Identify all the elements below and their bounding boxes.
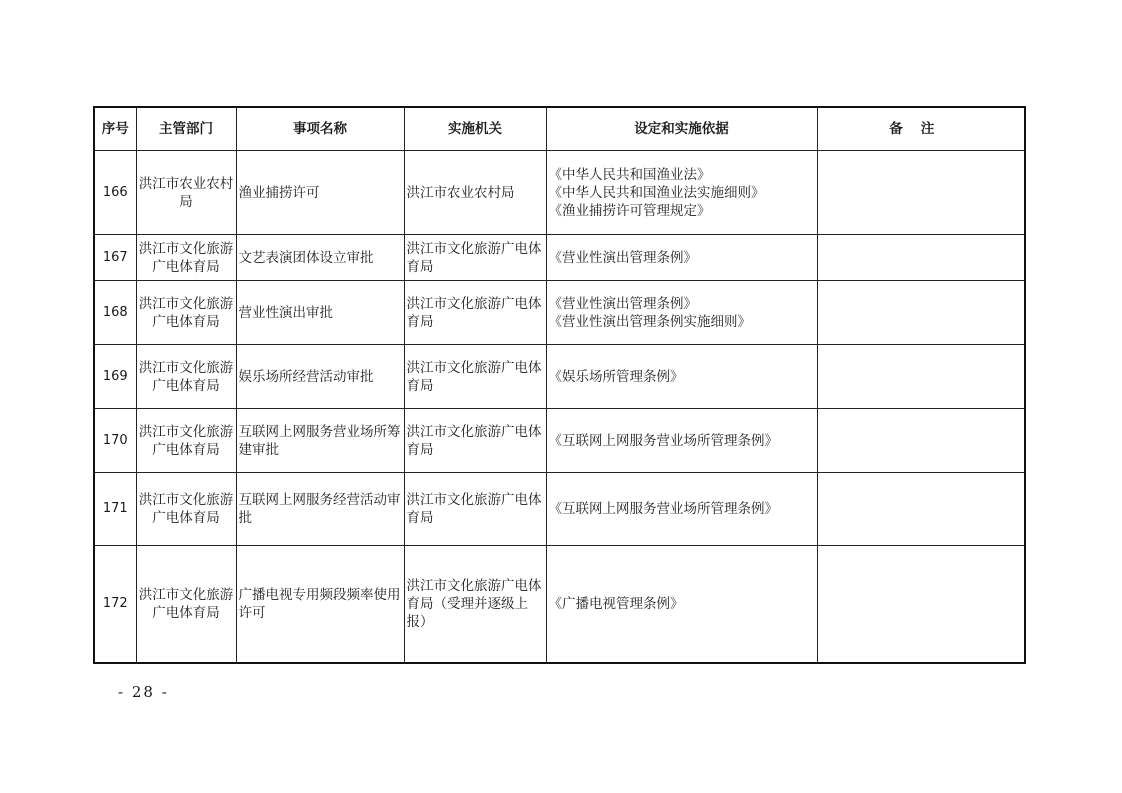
cell-serial-no: 168 [94,281,136,345]
table-row [94,345,1025,409]
table-body [94,151,1025,663]
cell-remarks [817,473,1025,546]
header-agency: 实施机关 [404,107,546,151]
basis-line: 《渔业捕捞许可管理规定》 [548,202,711,219]
cell-agency: 洪江市文化旅游广电体育局（受理并逐级上报） [404,546,546,663]
basis-line: 《中华人民共和国渔业法》 [548,166,711,183]
basis-line: 《广播电视管理条例》 [548,595,684,612]
header-remarks: 备注 [817,107,1025,151]
table-header [94,107,1025,151]
basis-line: 《娱乐场所管理条例》 [548,368,684,385]
cell-department: 洪江市农业农村局 [136,151,236,235]
basis-line: 《营业性演出管理条例》 [548,295,697,312]
cell-agency: 洪江市文化旅游广电体育局 [404,281,546,345]
cell-remarks [817,345,1025,409]
basis-line: 《互联网上网服务营业场所管理条例》 [548,432,778,449]
basis-line: 《营业性演出管理条例》 [548,249,697,266]
cell-serial-no: 172 [94,546,136,663]
cell-item-name: 娱乐场所经营活动审批 [236,345,404,409]
cell-item-name: 互联网上网服务营业场所筹建审批 [236,409,404,473]
cell-legal-basis [546,345,817,409]
basis-line: 《互联网上网服务营业场所管理条例》 [548,501,778,517]
cell-agency: 洪江市文化旅游广电体育局 [404,473,546,546]
table-row [94,546,1025,663]
table-row [94,281,1025,345]
table-row [94,235,1025,281]
cell-agency: 洪江市文化旅游广电体育局 [404,409,546,473]
cell-item-name: 文艺表演团体设立审批 [236,235,404,281]
cell-legal-basis [546,409,817,473]
cell-department: 洪江市文化旅游广电体育局 [136,281,236,345]
cell-legal-basis [546,473,817,546]
cell-remarks [817,409,1025,473]
cell-department: 洪江市文化旅游广电体育局 [136,473,236,546]
cell-department: 洪江市文化旅游广电体育局 [136,235,236,281]
cell-remarks [817,235,1025,281]
cell-agency: 洪江市文化旅游广电体育局 [404,235,546,281]
cell-serial-no: 170 [94,409,136,473]
cell-item-name: 广播电视专用频段频率使用许可 [236,546,404,663]
cell-remarks [817,151,1025,235]
cell-agency: 洪江市农业农村局 [404,151,546,235]
cell-legal-basis [546,235,817,281]
table-row [94,151,1025,235]
cell-serial-no: 169 [94,345,136,409]
cell-remarks [817,546,1025,663]
cell-legal-basis [546,546,817,663]
cell-item-name: 渔业捕捞许可 [236,151,404,235]
cell-remarks [817,281,1025,345]
cell-department: 洪江市文化旅游广电体育局 [136,345,236,409]
page-number: - 28 - [118,683,169,701]
cell-serial-no: 166 [94,151,136,235]
table-row [94,473,1025,546]
cell-department: 洪江市文化旅游广电体育局 [136,409,236,473]
header-item-name: 事项名称 [236,107,404,151]
cell-legal-basis [546,281,817,345]
table-row [94,409,1025,473]
cell-item-name: 营业性演出审批 [236,281,404,345]
cell-serial-no: 171 [94,473,136,546]
approval-items-table [93,106,1026,664]
basis-line: 《营业性演出管理条例实施细则》 [548,313,751,330]
cell-department: 洪江市文化旅游广电体育局 [136,546,236,663]
header-legal-basis: 设定和实施依据 [546,107,817,151]
header-serial-no: 序号 [94,107,136,151]
basis-line: 《中华人民共和国渔业法实施细则》 [548,184,765,201]
cell-serial-no: 167 [94,235,136,281]
cell-agency: 洪江市文化旅游广电体育局 [404,345,546,409]
cell-legal-basis [546,151,817,235]
header-department: 主管部门 [136,107,236,151]
header-row [94,107,1025,151]
cell-item-name: 互联网上网服务经营活动审批 [236,473,404,546]
